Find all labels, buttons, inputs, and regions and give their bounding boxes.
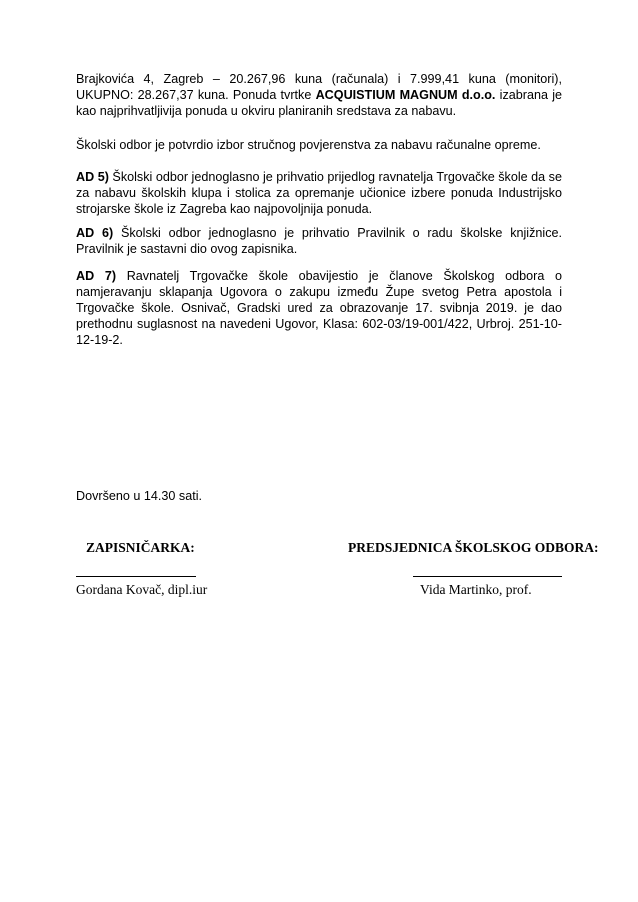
recorder-title: ZAPISNIČARKA: — [86, 540, 195, 555]
paragraph-ad6 — [76, 225, 562, 257]
paragraph-closing — [76, 488, 562, 504]
paragraph-text: Školski odbor jednoglasno je prihvatio prijedlog ravnatelja Trgovačke škole da se za nabavu školskih klupa i stolica za opremanje učionice izbere ponuda Industrijsko strojarske škole iz Zagreba kao najpovoljnija ponuda. — [76, 170, 562, 216]
agenda-label: AD 6) — [76, 226, 114, 240]
paragraph-ad7 — [76, 268, 562, 348]
board-president-title: PREDSJEDNICA ŠKOLSKOG ODBORA: — [348, 540, 599, 555]
president-signature-line — [413, 576, 562, 577]
agenda-label: AD 7) — [76, 269, 117, 283]
agenda-label: AD 5) — [76, 170, 109, 184]
paragraph-text: Školski odbor jednoglasno je prihvatio Pravilnik o radu školske knjižnice. Pravilnik je sastavni dio ovog zapisnika. — [76, 226, 562, 256]
recorder-signature-line — [76, 576, 196, 577]
paragraph-committee-confirmation — [76, 137, 562, 153]
paragraph-ad5 — [76, 169, 562, 217]
paragraph-procurement-result — [76, 71, 562, 119]
paragraph-text: Ravnatelj Trgovačke škole obavijestio je članove Školskog odbora o namjeravanju sklapanja Ugovora o zakupu između Župe svetog Petra apostola i Trgovačke škole. Osnivač, Gradski ured za obrazovanje 17. svibnja 2019. je dao prethodnu suglasnost na navedeni Ugovor, Klasa: 602-03/19-001/422, Urbroj. 251-10-12-19-2. — [76, 269, 562, 347]
paragraph-text: Brajkovića 4, Zagreb – 20.267,96 kuna (računala) i 7.999,41 kuna (monitori), UKUPNO: 28.267,37 kuna. Ponuda tvrtke — [76, 72, 562, 102]
president-name: Vida Martinko, prof. — [420, 582, 532, 597]
company-name: ACQUISTIUM MAGNUM d.o.o. — [315, 88, 496, 102]
paragraph-text: Školski odbor je potvrdio izbor stručnog povjerenstva za nabavu računalne opreme. — [76, 138, 541, 152]
paragraph-text: izabrana je kao najprihvatljivija ponuda u okviru planiranih sredstava za nabavu. — [76, 88, 563, 118]
recorder-name: Gordana Kovač, dipl.iur — [76, 582, 208, 597]
paragraph-text: Dovršeno u 14.30 sati. — [76, 489, 203, 503]
